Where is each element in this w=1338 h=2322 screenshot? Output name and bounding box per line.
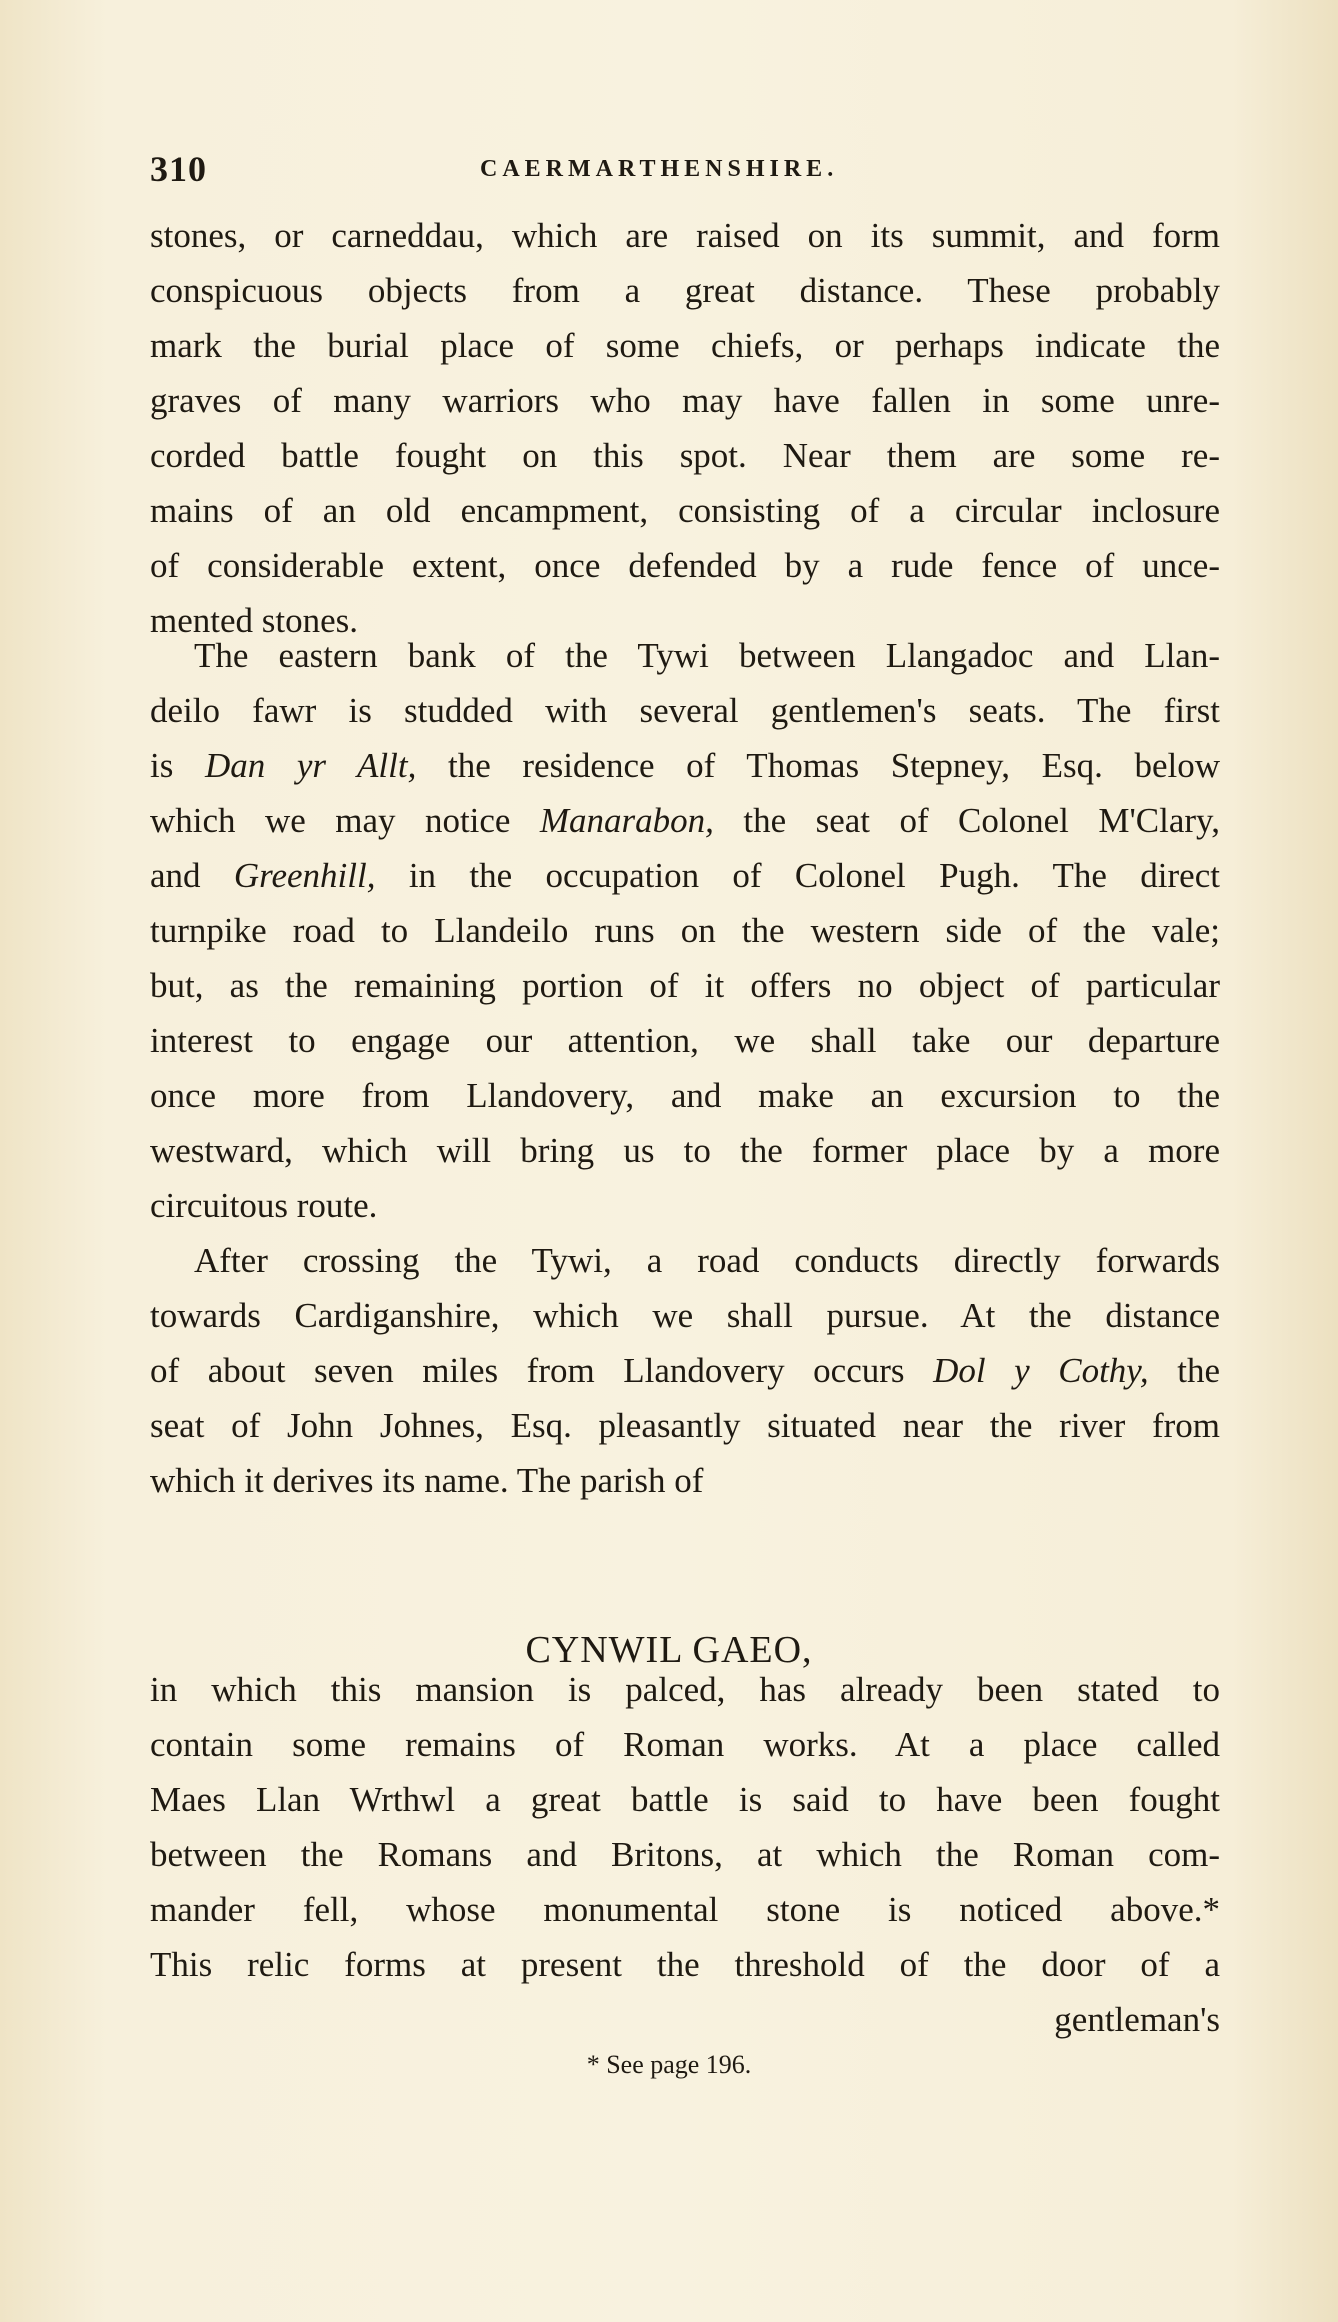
text-line: which it derives its name. The parish of [150,1461,704,1500]
text-line: turnpike road to Llandeilo runs on the western side of the vale; [150,911,1220,950]
text-line: is Dan yr Allt, the residence of Thomas Stepney, Esq. below [150,746,1220,785]
italic-place-name: Manarabon, [539,801,714,840]
footnote: * See page 196. [586,2050,752,2079]
text-line: of considerable extent, once defended by a rude fence of unce- [150,546,1220,585]
text-line: circuitous route. [150,1186,378,1225]
italic-place-name: Greenhill, [233,856,376,895]
paragraph-2 [150,628,1220,1233]
text-line: graves of many warriors who may have fallen in some unre- [150,381,1220,420]
text-line: The eastern bank of the Tywi between Llangadoc and Llan- [194,636,1220,675]
text-line: This relic forms at present the threshold of the door of a [150,1945,1220,1984]
text-line: interest to engage our attention, we shall take our departure [150,1021,1220,1060]
paragraph-4 [150,1662,1220,2047]
text-line: mander fell, whose monumental stone is noticed above.* [150,1890,1220,1929]
text-line: which we may notice Manarabon, the seat of Colonel M'Clary, [150,801,1220,840]
paragraph-3-body [150,1233,1220,1508]
text-line: westward, which will bring us to the former place by a more [150,1131,1220,1170]
text-line: and Greenhill, in the occupation of Colonel Pugh. The direct [150,856,1220,895]
text-line: once more from Llandovery, and make an excursion to the [150,1076,1220,1115]
catchword: gentleman's [1054,2000,1220,2039]
text-line: conspicuous objects from a great distance. These probably [150,271,1220,310]
text-line: mented stones. [150,601,359,640]
text-line: contain some remains of Roman works. At a place called [150,1725,1220,1764]
page-number: 310 [150,149,207,189]
page-header-title: CAERMARTHENSHIRE. [480,156,839,182]
text-line: seat of John Johnes, Esq. pleasantly situated near the river from [150,1406,1220,1445]
text-line: but, as the remaining portion of it offers no object of particular [150,966,1220,1005]
running-head [150,148,1220,188]
text-line: corded battle fought on this spot. Near them are some re- [150,436,1220,475]
section-heading: CYNWIL GAEO, [525,1629,813,1671]
italic-place-name: Dol y Cothy, [933,1351,1149,1390]
text-line: stones, or carneddau, which are raised on its summit, and form [150,216,1220,255]
text-line: mark the burial place of some chiefs, or perhaps indicate the [150,326,1220,365]
text-line: of about seven miles from Llandovery occurs Dol y Cothy, the [150,1351,1220,1390]
text-line: towards Cardiganshire, which we shall pursue. At the distance [150,1296,1220,1335]
text-line: between the Romans and Britons, at which the Roman com- [150,1835,1220,1874]
paragraph-1 [150,208,1220,648]
italic-place-name: Dan yr Allt, [204,746,417,785]
text-line: After crossing the Tywi, a road conducts directly forwards [194,1241,1220,1280]
text-line: in which this mansion is palced, has already been stated to [150,1670,1220,1709]
text-line: deilo fawr is studded with several gentlemen's seats. The first [150,691,1220,730]
text-line: mains of an old encampment, consisting of a circular inclosure [150,491,1220,530]
text-line: Maes Llan Wrthwl a great battle is said to have been fought [150,1780,1220,1819]
